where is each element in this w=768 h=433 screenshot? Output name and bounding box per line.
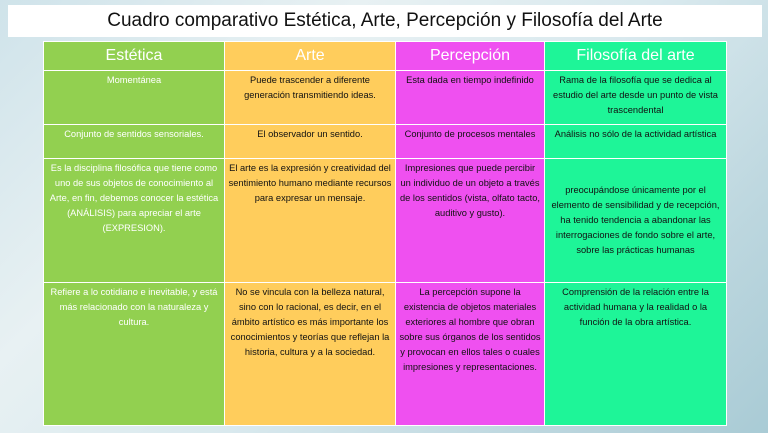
table-row [44,71,727,125]
table-cell: Comprensión de la relación entre la actividad humana y la realidad o la función de la obra artística. [545,283,727,426]
table-cell: No se vincula con la belleza natural, sino con lo racional, es decir, en el ámbito artístico es más importante los conocimientos y teorías que reflejan la historia, cultura y a la sociedad. [225,283,396,426]
title-bar [8,5,762,37]
page-title: Cuadro comparativo Estética, Arte, Percepción y Filosofía del Arte [107,10,663,31]
table-cell: Rama de la filosofía que se dedica al estudio del arte desde un punto de vista trascendental [545,71,727,125]
comparison-table [43,41,727,426]
table-row [44,159,727,283]
header-arte: Arte [225,42,396,71]
table-cell: Conjunto de sentidos sensoriales. [44,125,225,159]
table-cell: El arte es la expresión y creatividad del sentimiento humano mediante recursos para expresar un mensaje. [225,159,396,283]
table-cell: La percepción supone la existencia de objetos materiales exteriores al hombre que obran sobre sus órganos de los sentidos y provocan en ellos tales o cuales impresiones y representaciones. [396,283,545,426]
table-cell: preocupándose únicamente por el elemento de sensibilidad y de recepción, ha tenido tendencia a abandonar las interrogaciones de fondo sobre el arte, sobre las prácticas humanas [545,159,727,283]
table-cell: Esta dada en tiempo indefinido [396,71,545,125]
table-row [44,125,727,159]
table-cell: Análisis no sólo de la actividad artística [545,125,727,159]
table-cell: Refiere a lo cotidiano e inevitable, y está más relacionado con la naturaleza y cultura. [44,283,225,426]
header-percepcion: Percepción [396,42,545,71]
table-cell: Puede trascender a diferente generación transmitiendo ideas. [225,71,396,125]
header-filosofia: Filosofía del arte [545,42,727,71]
header-row [44,42,727,71]
table-row [44,283,727,426]
table-cell: Es la disciplina filosófica que tiene como uno de sus objetos de conocimiento al Arte, en fin, debemos conocer la estética (ANÁLISIS) para apreciar el arte (EXPRESION). [44,159,225,283]
table-cell: Momentánea [44,71,225,125]
table-cell: Conjunto de procesos mentales [396,125,545,159]
header-estetica: Estética [44,42,225,71]
table-cell: Impresiones que puede percibir un individuo de un objeto a través de los sentidos (vista, olfato tacto, auditivo y gusto). [396,159,545,283]
table-cell: El observador un sentido. [225,125,396,159]
